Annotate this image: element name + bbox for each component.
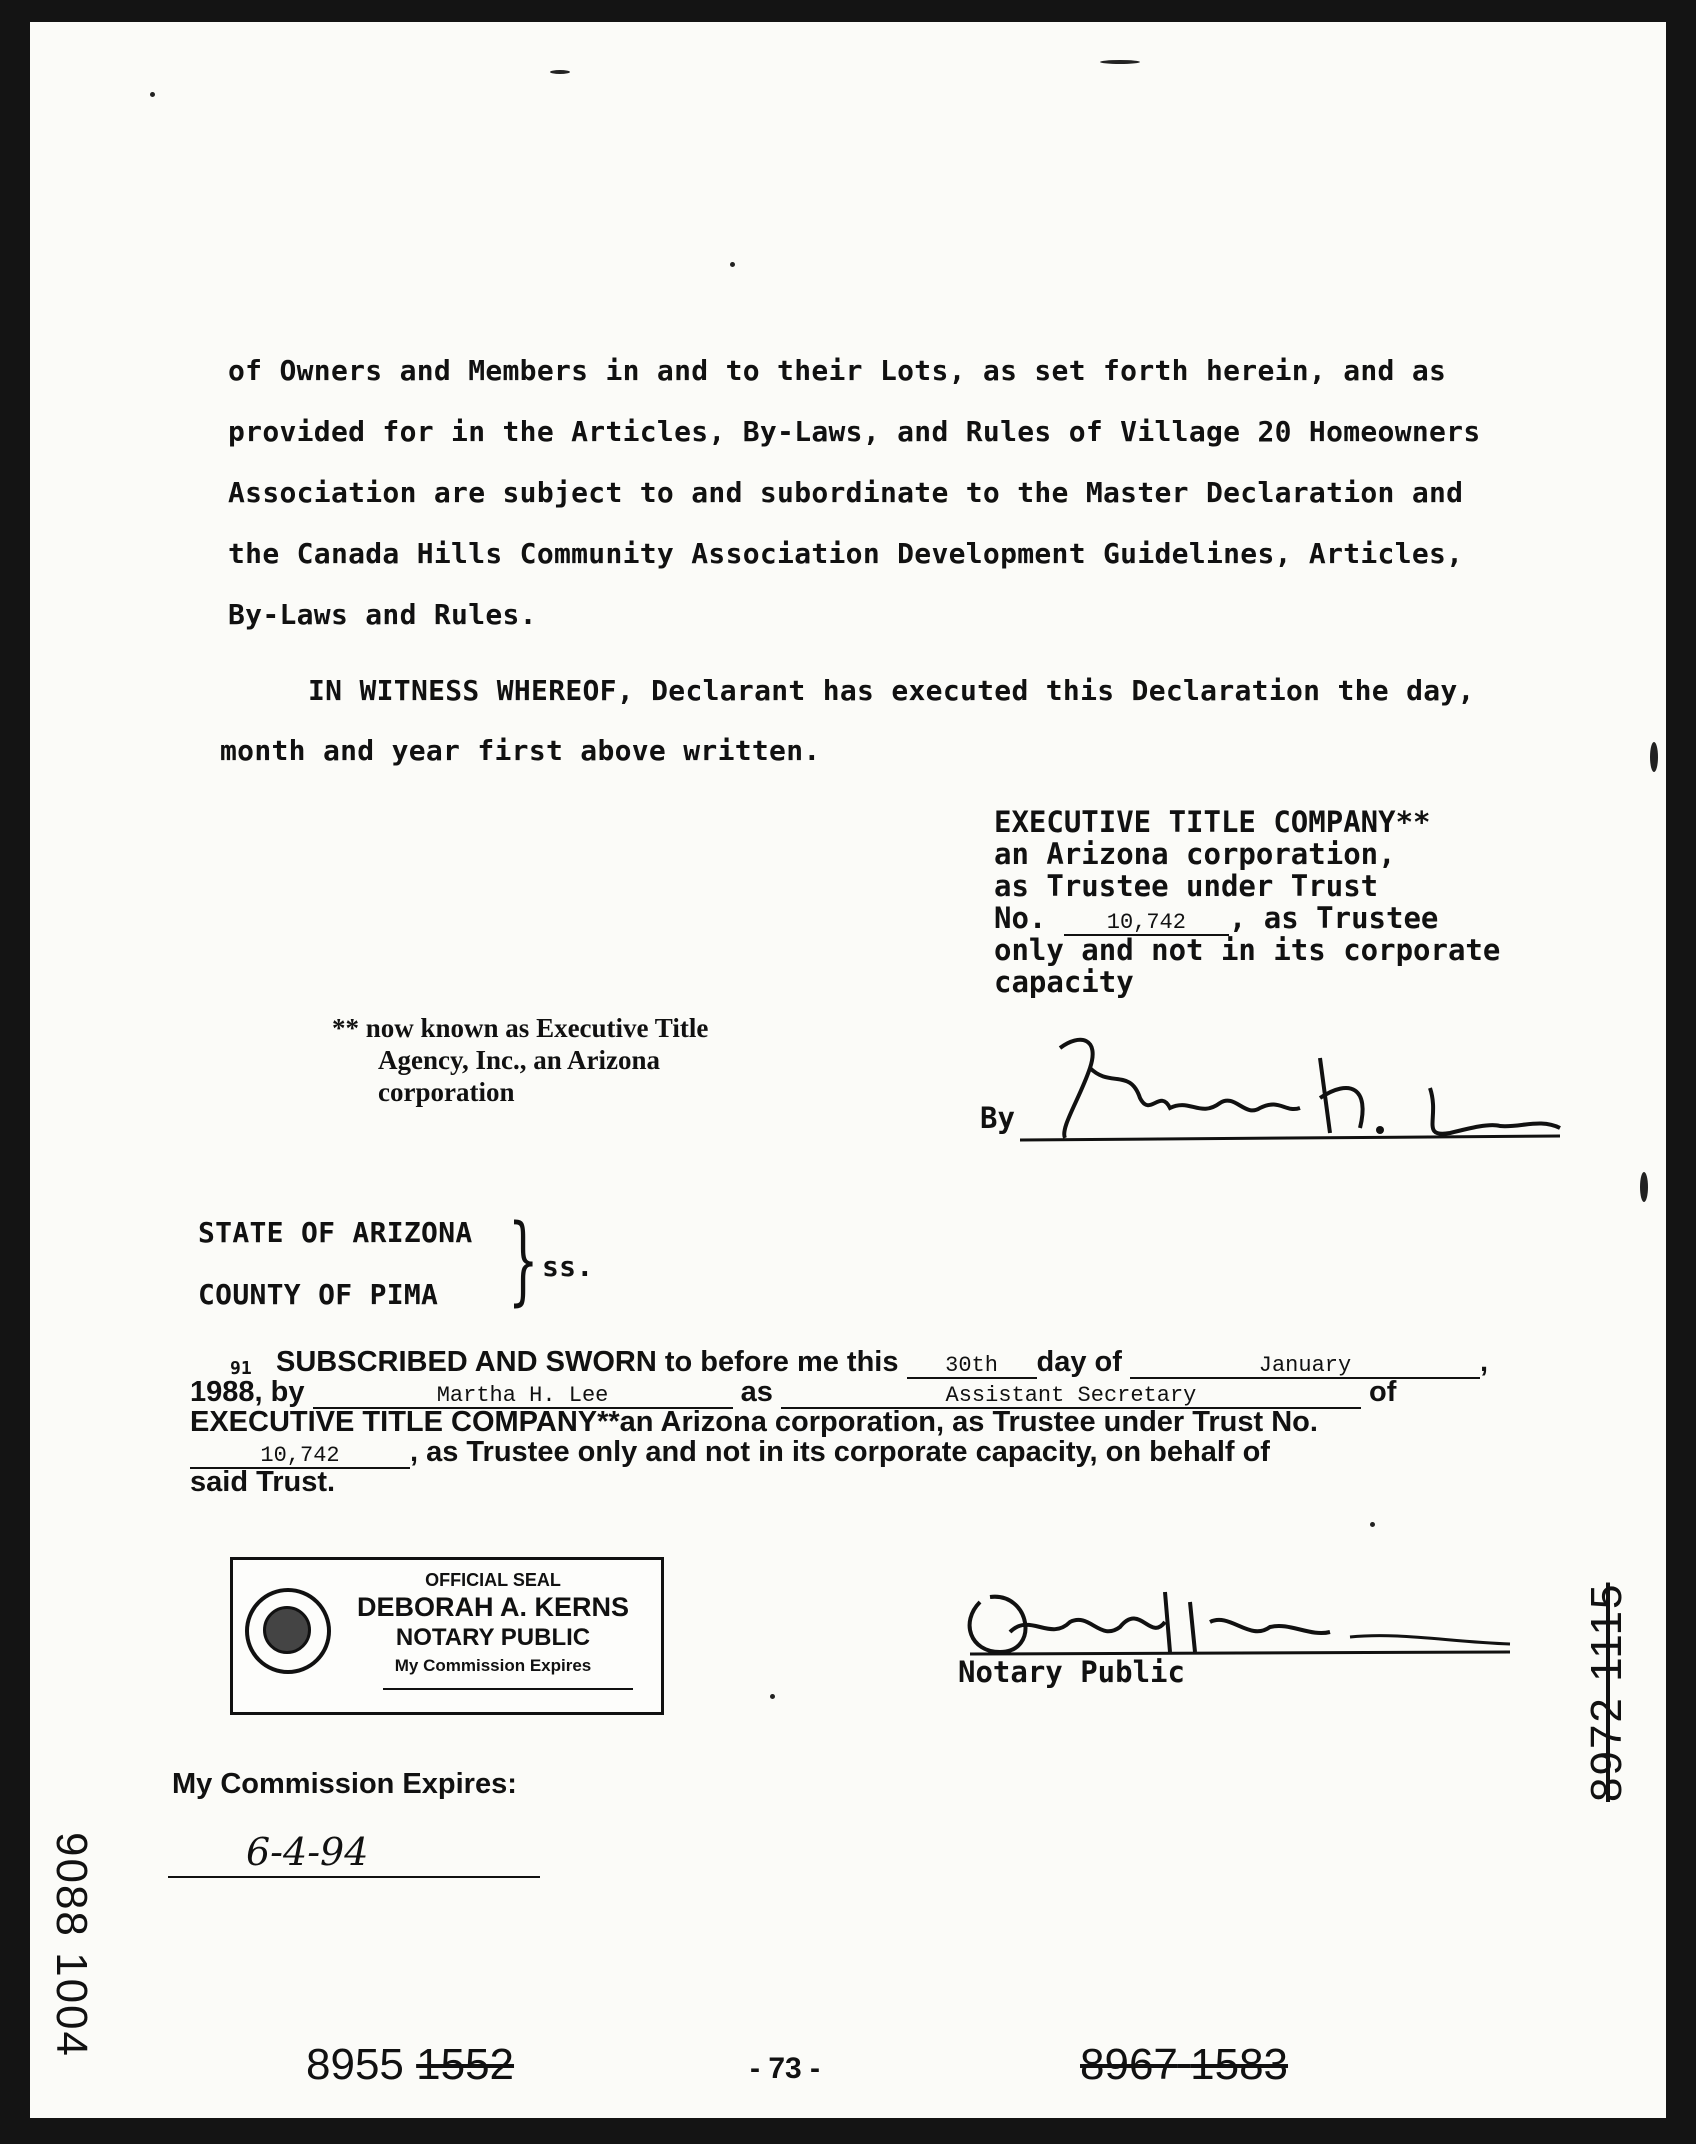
trust-number-field: 10,742 — [1064, 912, 1229, 936]
jurat-line-1: SUBSCRIBED AND SWORN to before me this 30th day of January , — [276, 1346, 1489, 1378]
page-number: - 73 - — [750, 2052, 821, 2085]
no-suffix: , as Trustee — [1228, 901, 1439, 935]
seal-expiry-line — [383, 1688, 633, 1690]
jurat-sworn-text: SUBSCRIBED AND SWORN to before me this — [276, 1346, 899, 1378]
signatory-company: EXECUTIVE TITLE COMPANY** — [994, 805, 1431, 839]
jurat-dayof-text: day of — [1036, 1346, 1122, 1378]
scan-speck — [1650, 742, 1658, 772]
official-seal — [230, 1557, 664, 1715]
paragraph-line-1: of Owners and Members in and to their Lots, as set forth herein, and as — [228, 354, 1447, 387]
jurat-trust-field: 10,742 — [190, 1445, 410, 1469]
witness-line-1: IN WITNESS WHEREOF, Declarant has executed this Declaration the day, — [308, 674, 1475, 707]
signatory-line-2: an Arizona corporation, — [994, 837, 1396, 871]
seal-heading: OFFICIAL SEAL — [425, 1570, 561, 1590]
venue-brace: } — [508, 1204, 539, 1316]
jurat-line-5: said Trust. — [190, 1466, 336, 1498]
footer-left-number: 8955 — [306, 2040, 404, 2089]
seal-name: DEBORAH A. KERNS — [356, 1592, 630, 1622]
venue-ss: ss. — [542, 1250, 594, 1283]
venue-county: COUNTY OF PIMA — [198, 1278, 439, 1311]
commission-date: 6-4-94 — [246, 1830, 369, 1874]
footer-right-number: 8967 — [1080, 2040, 1178, 2089]
jurat-line-3: EXECUTIVE TITLE COMPANY**an Arizona corporation, as Trustee under Trust No. — [190, 1406, 1318, 1438]
seal-expires: My Commission Expires — [394, 1656, 592, 1675]
notary-label: Notary Public — [958, 1655, 1185, 1689]
scan-speck — [1640, 1172, 1648, 1202]
footnote-line-2: Agency, Inc., an Arizona — [378, 1045, 661, 1075]
jurat-title-field: Assistant Secretary — [781, 1385, 1361, 1409]
footer-left — [306, 2040, 514, 2090]
jurat-name-field: Martha H. Lee — [313, 1385, 733, 1409]
left-margin-number — [46, 1832, 96, 2058]
paragraph-line-3: Association are subject to and subordinate to the Master Declaration and — [228, 476, 1464, 509]
trustee-signature — [1020, 1028, 1580, 1148]
jurat-day-field: 30th — [907, 1355, 1037, 1379]
jurat-year-text: 1988, by — [190, 1376, 305, 1408]
commission-label: My Commission Expires: — [172, 1768, 517, 1800]
footer-left-struck: 1552 — [416, 2040, 515, 2089]
scan-speck — [150, 92, 155, 97]
footnote-line-3: corporation — [378, 1077, 515, 1107]
jurat-month-field: January — [1130, 1355, 1480, 1379]
footer-right — [1080, 2040, 1288, 2090]
right-margin-number — [1582, 1583, 1632, 1802]
signatory-line-5: only and not in its corporate — [994, 933, 1501, 967]
venue-state: STATE OF ARIZONA — [198, 1216, 473, 1249]
scan-speck — [550, 70, 570, 74]
scan-speck — [770, 1694, 775, 1699]
jurat-of-text: of — [1369, 1376, 1397, 1408]
by-label: By — [980, 1101, 1015, 1135]
notary-seal-icon — [245, 1588, 331, 1674]
scan-speck — [1100, 60, 1140, 64]
left-margin-text: 9088 1004 — [47, 1832, 96, 2058]
commission-line — [168, 1876, 540, 1878]
jurat-line-4 — [190, 1436, 1270, 1469]
paragraph-line-4: the Canada Hills Community Association Development Guidelines, Articles, — [228, 537, 1464, 570]
signatory-line-6: capacity — [994, 965, 1134, 999]
jurat-as-text: as — [740, 1376, 773, 1408]
jurat-line-2 — [190, 1376, 1396, 1409]
seal-role: NOTARY PUBLIC — [395, 1624, 591, 1651]
right-margin-text: 8972 1115 — [1582, 1582, 1631, 1802]
signatory-line-3: as Trustee under Trust — [994, 869, 1379, 903]
no-prefix: No. — [994, 901, 1047, 935]
paragraph-line-2: provided for in the Articles, By-Laws, and Rules of Village 20 Homeowners — [228, 415, 1481, 448]
document-page — [30, 22, 1666, 2118]
footer-right-struck: 1583 — [1190, 2040, 1289, 2089]
scan-speck — [1370, 1522, 1375, 1527]
footnote-line-1: ** now known as Executive Title — [332, 1013, 709, 1043]
scan-speck — [730, 262, 735, 267]
paragraph-line-5: By-Laws and Rules. — [228, 598, 537, 631]
jurat-trustee-text: , as Trustee only and not in its corporate capacity, on behalf of — [410, 1436, 1270, 1468]
witness-line-2: month and year first above written. — [220, 734, 821, 767]
signatory-line-4 — [994, 902, 1438, 936]
jurat-mark: 91 — [230, 1358, 252, 1379]
